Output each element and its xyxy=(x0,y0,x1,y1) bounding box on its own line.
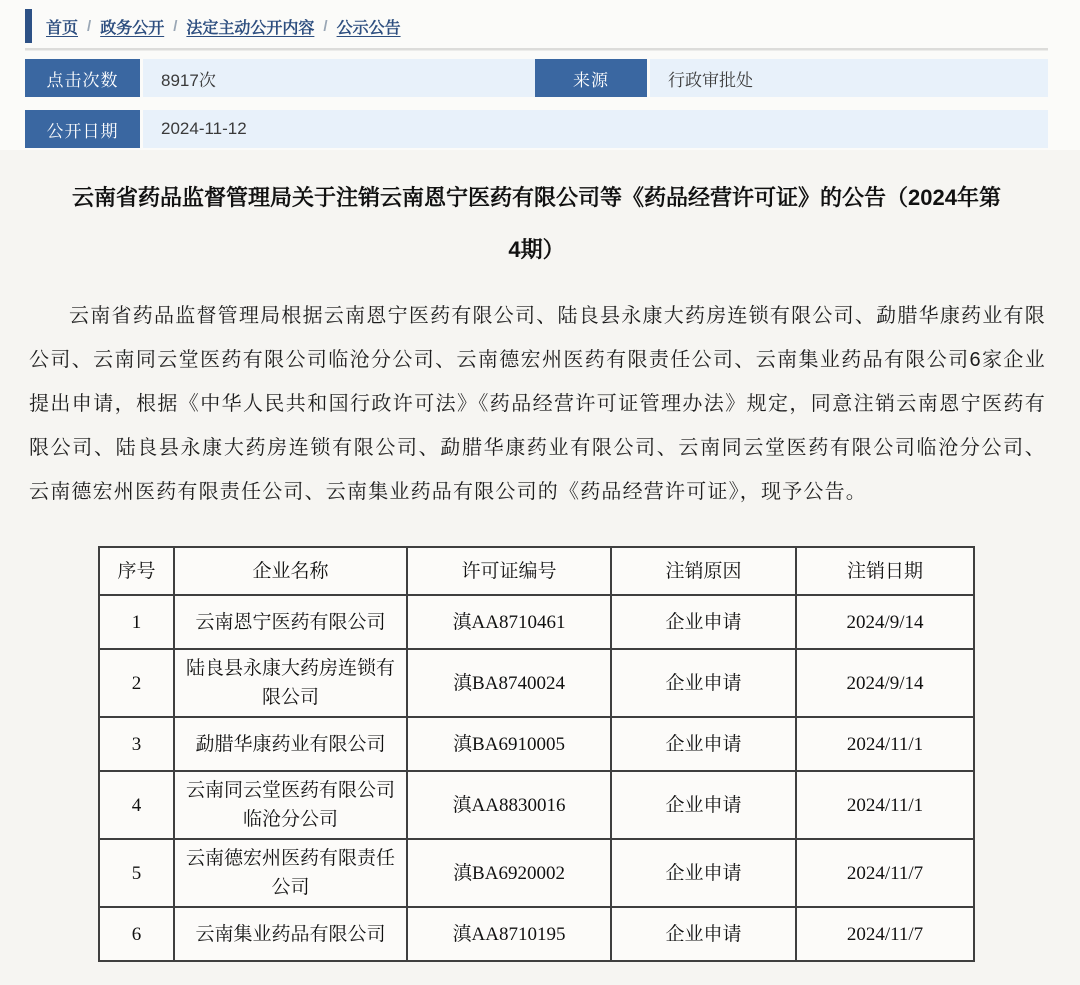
cell-license: 滇BA6910005 xyxy=(407,717,611,771)
cell-serial: 3 xyxy=(99,717,174,771)
cell-company: 云南恩宁医药有限公司 xyxy=(174,595,407,649)
cell-serial: 1 xyxy=(99,595,174,649)
breadcrumb-item-statutory-disclosure[interactable]: 法定主动公开内容 xyxy=(186,19,315,37)
cell-reason: 企业申请 xyxy=(611,771,796,839)
cell-date: 2024/11/1 xyxy=(796,717,974,771)
table-row xyxy=(99,649,974,717)
cell-reason: 企业申请 xyxy=(611,649,796,717)
cell-date: 2024/9/14 xyxy=(796,649,974,717)
source-value: 行政审批处 xyxy=(650,59,1048,97)
cell-date: 2024/11/7 xyxy=(796,839,974,907)
col-header-cancellation-reason: 注销原因 xyxy=(611,547,796,595)
cell-date: 2024/9/14 xyxy=(796,595,974,649)
cell-license: 滇AA8830016 xyxy=(407,771,611,839)
cell-serial: 5 xyxy=(99,839,174,907)
cell-date: 2024/11/7 xyxy=(796,907,974,961)
col-header-license-number: 许可证编号 xyxy=(407,547,611,595)
article-title: 云南省药品监督管理局关于注销云南恩宁医药有限公司等《药品经营许可证》的公告（2024年第4期） xyxy=(72,185,1001,262)
table-row xyxy=(99,907,974,961)
cell-company: 陆良县永康大药房连锁有限公司 xyxy=(174,649,407,717)
license-cancellation-table xyxy=(98,546,975,962)
cell-license: 滇AA8710461 xyxy=(407,595,611,649)
cell-company: 勐腊华康药业有限公司 xyxy=(174,717,407,771)
cell-reason: 企业申请 xyxy=(611,907,796,961)
clicks-value: 8917次 xyxy=(143,59,535,97)
cell-date: 2024/11/1 xyxy=(796,771,974,839)
source-label: 来源 xyxy=(535,59,647,97)
cell-license: 滇BA6920002 xyxy=(407,839,611,907)
breadcrumb-item-home[interactable]: 首页 xyxy=(46,19,79,37)
col-header-company-name: 企业名称 xyxy=(174,547,407,595)
breadcrumb-item-public-notices[interactable]: 公示公告 xyxy=(336,19,401,37)
meta-source xyxy=(535,59,1048,97)
breadcrumb-separator: / xyxy=(323,17,328,35)
cell-license: 滇AA8710195 xyxy=(407,907,611,961)
cell-reason: 企业申请 xyxy=(611,717,796,771)
table-row xyxy=(99,595,974,649)
meta-row-clicks-source xyxy=(25,59,1048,97)
article-body-paragraph: 云南省药品监督管理局根据云南恩宁医药有限公司、陆良县永康大药房连锁有限公司、勐腊华康药业有限公司、云南同云堂医药有限公司临沧分公司、云南德宏州医药有限责任公司、云南集业药品有限公司6家企业提出申请，根据《中华人民共和国行政许可法》《药品经营许可证管理办法》规定，同意注销云南恩宁医药有限公司、陆良县永康大药房连锁有限公司、勐腊华康药业有限公司、云南同云堂医药有限公司临沧分公司、云南德宏州医药有限责任公司、云南集业药品有限公司的《药品经营许可证》，现予公告。 xyxy=(29,305,1046,503)
breadcrumb-item-government-affairs[interactable]: 政务公开 xyxy=(100,19,165,37)
table-header-row xyxy=(99,547,974,595)
cell-company: 云南集业药品有限公司 xyxy=(174,907,407,961)
clicks-label: 点击次数 xyxy=(25,59,140,97)
breadcrumb xyxy=(25,8,1048,44)
col-header-serial-number: 序号 xyxy=(99,547,174,595)
cell-reason: 企业申请 xyxy=(611,839,796,907)
col-header-cancellation-date: 注销日期 xyxy=(796,547,974,595)
meta-row-publish-date xyxy=(25,110,1048,148)
breadcrumb-accent-bar xyxy=(25,9,32,43)
meta-clicks xyxy=(25,59,535,97)
table-row xyxy=(99,771,974,839)
table-row xyxy=(99,717,974,771)
cell-company: 云南同云堂医药有限公司临沧分公司 xyxy=(174,771,407,839)
table-row xyxy=(99,839,974,907)
article-meta xyxy=(25,59,1048,148)
cell-serial: 4 xyxy=(99,771,174,839)
cell-company: 云南德宏州医药有限责任公司 xyxy=(174,839,407,907)
cell-serial: 2 xyxy=(99,649,174,717)
cell-reason: 企业申请 xyxy=(611,595,796,649)
publish-date-label: 公开日期 xyxy=(25,110,140,148)
publish-date-value: 2024-11-12 xyxy=(143,110,1048,148)
cell-serial: 6 xyxy=(99,907,174,961)
breadcrumb-divider xyxy=(25,48,1048,50)
cell-license: 滇BA8740024 xyxy=(407,649,611,717)
breadcrumb-separator: / xyxy=(173,17,178,35)
breadcrumb-separator: / xyxy=(87,17,92,35)
